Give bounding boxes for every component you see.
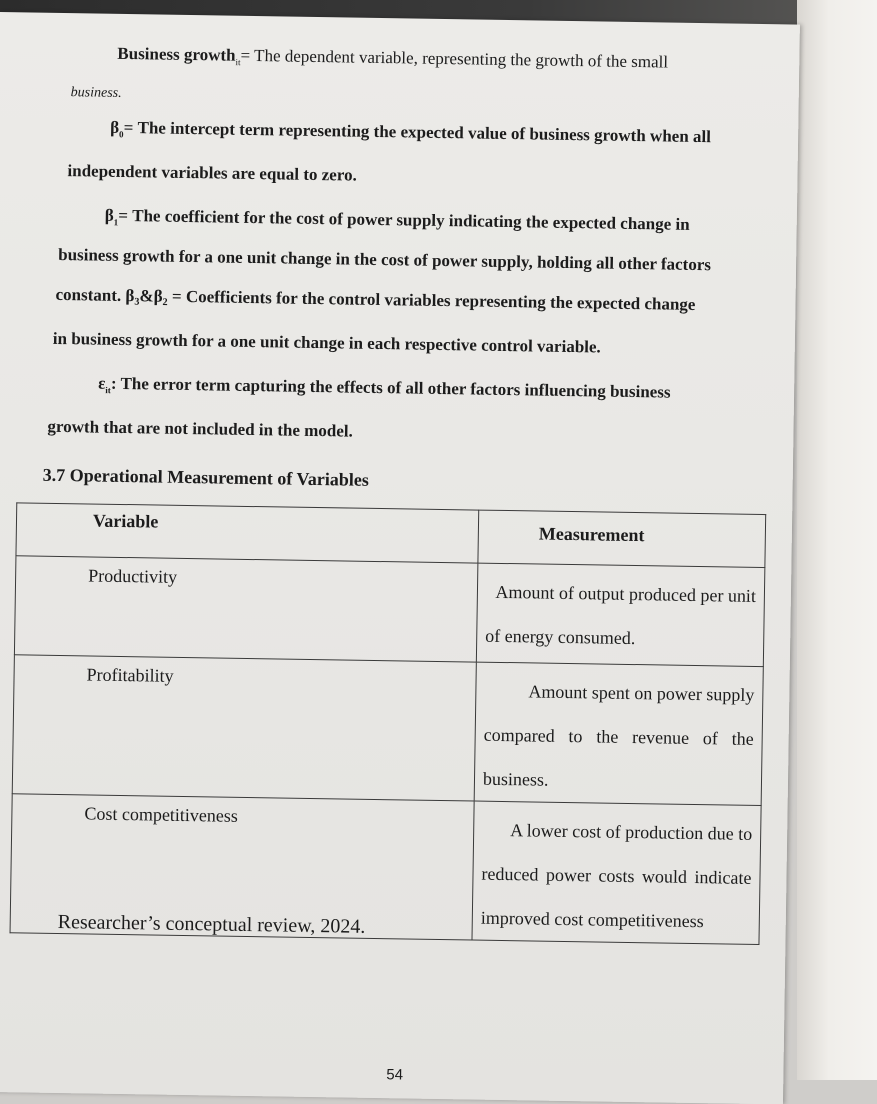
book-page <box>0 12 800 1104</box>
definition-line: business growth for a one unit change in the cost of power supply, holding all other factors <box>58 244 712 275</box>
table-caption: Researcher’s conceptual review, 2024. <box>57 911 366 938</box>
table-row <box>14 556 764 667</box>
cell-measurement: Amount of output produced per unit of energy consumed. <box>476 563 765 666</box>
definition-error-term: $\varepsilon_{it}$: The error term capturing the effects of all other factors influencing business <box>98 373 671 402</box>
definition-beta1: $\beta_1=$ The coefficient for the cost of power supply indicating the expected change in <box>104 205 690 234</box>
definition-beta2-beta3: constant. β₃&β₂ = Coefficients for the control variables representing the expected change <box>55 284 696 314</box>
definition-line: in business growth for a one unit change in each respective control variable. <box>52 328 601 357</box>
cell-variable: Profitability <box>12 655 476 801</box>
page-number: 54 <box>386 1066 404 1084</box>
table-row <box>12 655 763 806</box>
definition-line: independent variables are equal to zero. <box>67 161 357 185</box>
header-variable: Variable <box>16 503 479 563</box>
measurement-table <box>10 502 767 945</box>
definition-line: business. <box>70 85 122 101</box>
definition-business-growth: Business growth$_{it}$= The dependent variable, representing the growth of the small <box>117 43 669 72</box>
cell-measurement: Amount spent on power supply compared to the revenue of the business. <box>474 662 763 805</box>
cell-measurement: A lower cost of production due to reduced power costs would indicate improved cost competitiveness <box>472 801 761 944</box>
section-heading: 3.7 Operational Measurement of Variables <box>42 464 370 490</box>
cell-variable: Cost competitiveness <box>10 794 474 940</box>
background-right <box>797 0 877 1080</box>
header-measurement: Measurement <box>478 510 766 568</box>
definition-beta0: $\beta_0=$ The intercept term representing the expected value of business growth when all <box>110 117 712 147</box>
definition-line: growth that are not included in the model. <box>47 416 354 441</box>
cell-variable: Productivity <box>14 556 477 662</box>
